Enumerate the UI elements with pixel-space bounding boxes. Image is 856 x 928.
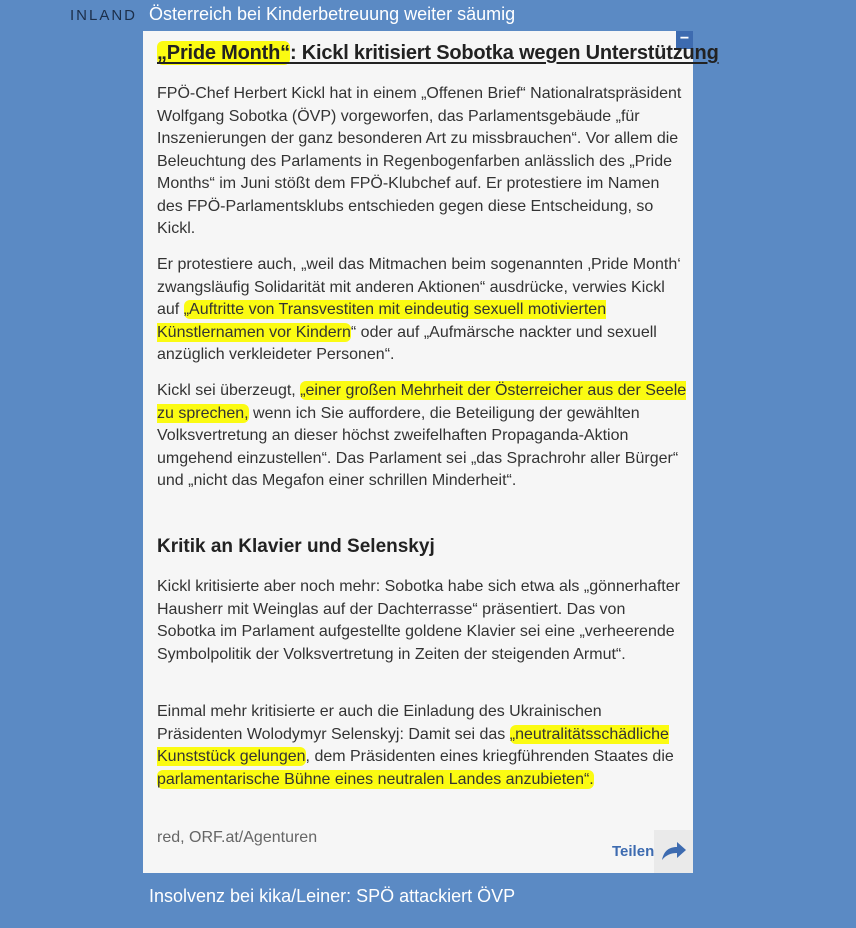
p5-highlight-1: „neutralitätsschädliche Kunststück gelungen: [157, 725, 669, 765]
p5-text-c: , dem Präsidenten eines kriegführenden Staates die: [305, 748, 674, 765]
share-button[interactable]: [654, 830, 693, 873]
paragraph-2: [157, 254, 687, 367]
paragraph-4: Kickl kritisierte aber noch mehr: Sobotka habe sich etwa als „gönnerhafter Hausherr mit Weinglas auf der Dachterrasse“ präsentiert. Das von Sobotka im Parlament aufgestellte goldene Klavier sei eine „verheerende Symbolpolitik der Volksvertretung in Zeiten der steigenden Armut“.: [157, 578, 680, 663]
p2-highlight: „Auftritte von Transvestiten mit eindeutig sexuell motivierten Künstlernamen vor Kindern: [157, 301, 607, 341]
share-arrow-icon: [661, 840, 687, 862]
article-subheading: Kritik an Klavier und Selenskyj: [157, 536, 435, 557]
paragraph-5: [157, 701, 687, 791]
p3-highlight: „einer großen Mehrheit der Österreicher aus der Seele zu sprechen,: [157, 382, 687, 422]
p5-text-a: Einmal mehr kritisierte er auch die Einladung des Ukrainischen Präsidenten Wolodymyr Selenskyj: Damit sei das: [157, 703, 602, 743]
headline-rest: : Kickl kritisiert Sobotka wegen Unterstützung: [289, 42, 719, 64]
share-label[interactable]: Teilen: [612, 843, 655, 860]
headline-highlight: „Pride Month“: [157, 42, 290, 64]
p2-text-c: “ oder auf „Aufmärsche nackter und sexuell anzüglich verkleideter Personen“.: [157, 323, 657, 363]
prev-story-link[interactable]: Österreich bei Kinderbetreuung weiter säumig: [149, 4, 516, 24]
next-story-link[interactable]: Insolvenz bei kika/Leiner: SPÖ attackiert ÖVP: [149, 886, 516, 906]
paragraph-1: FPÖ-Chef Herbert Kickl hat in einem „Offenen Brief“ Nationalratspräsident Wolfgang Sobotka (ÖVP) vorgeworfen, das Parlamentsgebäude „für Inszenierungen der ganz besonderen Art zu missbrauchen“. Vor allem die Beleuchtung des Parlaments in Regenbogenfarben anlässlich des „Pride Months“ im Juni stößt dem FPÖ-Klubchef auf. Er protestiere im Namen des FPÖ-Parlamentsklubs entschieden gegen diese Entscheidung, so Kickl.: [157, 85, 682, 237]
p2-text-a: Er protestiere auch, „weil das Mitmachen beim sogenannten ‚Pride Month‘ zwangsläufig Solidarität mit anderen Aktionen“ ausdrücke, verwies Kickl auf: [157, 256, 681, 318]
p3-text-a: Kickl sei überzeugt,: [157, 382, 301, 399]
article-headline[interactable]: [157, 42, 719, 65]
minus-icon: −: [679, 30, 690, 47]
p3-text-c: wenn ich Sie auffordere, die Beteiligung der gewählten Volksvertretung an dieser höchst zweifelhaften Propaganda-Aktion umgehend einzustellen“. Das Parlament sei „das Sprachrohr aller Bürger“ und „nicht das Megafon einer schrillen Minderheit“.: [157, 404, 679, 489]
paragraph-3: [157, 380, 687, 493]
p5-highlight-2: parlamentarische Bühne eines neutralen Landes anzubieten“.: [157, 770, 594, 788]
article-source: red, ORF.at/Agenturen: [157, 829, 318, 846]
section-label: INLAND: [70, 7, 138, 24]
